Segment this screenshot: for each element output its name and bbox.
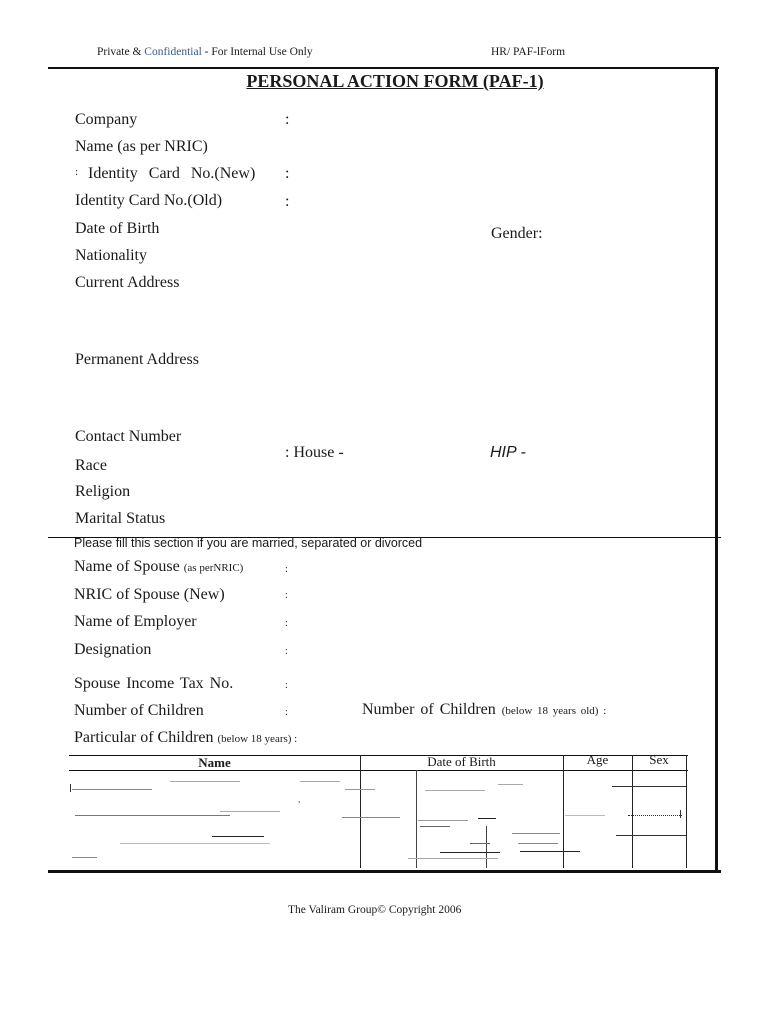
table-header-age: Age [586,752,609,767]
table-col-divider-4 [686,755,687,868]
number-of-children-colon: : [285,707,288,718]
table-scan-artifact [628,815,682,817]
table-col-divider-dob-2 [486,826,487,868]
gender-label: Gender: [491,225,543,242]
table-scan-artifact [440,852,500,853]
spouse-name-colon: : [285,564,288,575]
ic-new-prefix: : [75,166,79,178]
table-scan-artifact [420,826,450,827]
table-scan-artifact [212,836,264,837]
table-col-divider-dob-1 [416,770,417,868]
particular-of-children-text: Particular of Children [74,729,214,746]
spouse-name-text: Name of Spouse [74,558,180,575]
spouse-designation-label: Designation [74,641,152,658]
table-header-name: Name [198,755,231,770]
table-scan-artifact [300,781,340,782]
table-scan-artifact [512,833,560,834]
table-scan-artifact: , [298,794,301,804]
right-border-line [715,67,718,873]
number-of-children-below18-label [362,701,606,719]
table-scan-artifact [72,857,97,858]
table-scan-artifact [220,811,280,812]
table-scan-artifact [120,843,270,844]
spouse-section-note: Please fill this section if you are married, separated or divorced [74,536,423,550]
name-label: Name (as per NRIC) [75,138,208,155]
table-header-sex: Sex [649,752,669,767]
spouse-name-label [74,558,243,576]
footer-copyright: The Valiram Group© Copyright 2006 [288,904,462,916]
table-scan-artifact [342,817,400,818]
table-scan-artifact [478,818,496,819]
current-address-label: Current Address [75,274,180,291]
dob-label: Date of Birth [75,220,160,237]
table-scan-artifact [680,810,681,818]
table-scan-artifact [408,858,498,859]
spouse-nric-colon: : [285,590,288,601]
company-colon: : [285,111,290,128]
permanent-address-label: Permanent Address [75,351,199,368]
header-left [97,46,313,58]
table-scan-artifact [345,789,375,790]
ic-old-colon: : [285,193,290,210]
table-scan-artifact [425,790,485,791]
number-of-children-label: Number of Children [74,702,204,719]
race-label: Race [75,457,107,474]
company-label: Company [75,111,138,128]
spouse-tax-colon: : [285,680,288,691]
house-phone-label: : House - [285,444,344,461]
spouse-designation-colon: : [285,646,288,657]
spouse-tax-label: Spouse Income Tax No. [74,675,234,692]
top-border-line [48,67,719,69]
table-scan-artifact [170,781,240,782]
table-scan-artifact [470,843,490,844]
table-scan-artifact [520,851,580,852]
table-row-line [612,786,686,787]
table-scan-artifact [418,820,468,821]
marital-status-label: Marital Status [75,510,166,527]
spouse-employer-colon: : [285,618,288,629]
hp-phone-label: HIP - [490,444,526,461]
table-col-divider-3 [632,755,633,868]
spouse-name-note: (as perNRIC) [183,562,244,574]
spouse-nric-label: NRIC of Spouse (New) [74,586,225,603]
ic-new-colon: : [285,165,290,182]
table-scan-artifact [75,815,230,816]
spouse-employer-label: Name of Employer [74,613,197,630]
table-scan-artifact [565,815,605,816]
number-of-children-below18-text: Number of Children [362,701,496,718]
header-internal-text: - For Internal Use Only [204,46,313,58]
header-private-text: Private & [97,46,142,58]
particular-of-children-label [74,729,297,747]
table-row-line [616,835,686,836]
header-confidential-text: Confidential [144,46,202,58]
header-form-code: HR/ PAF-lForm [491,46,566,58]
table-header-dob: Date of Birth [427,754,496,769]
nationality-label: Nationality [75,247,147,264]
page-title: PERSONAL ACTION FORM (PAF-1) [246,71,544,91]
religion-label: Religion [75,483,131,500]
particular-of-children-note: (below 18 years) : [217,733,298,745]
table-col-divider-1 [360,755,361,868]
ic-old-label: Identity Card No.(Old) [75,192,223,209]
table-scan-artifact [72,789,152,790]
ic-new-label: Identity Card No.(New) [88,165,256,182]
table-scan-artifact [518,843,558,844]
table-scan-artifact [70,784,71,792]
table-scan-artifact [498,784,523,785]
contact-number-label: Contact Number [75,428,182,445]
bottom-border-line [48,870,721,873]
number-of-children-below18-note: (below 18 years old) : [501,705,607,717]
